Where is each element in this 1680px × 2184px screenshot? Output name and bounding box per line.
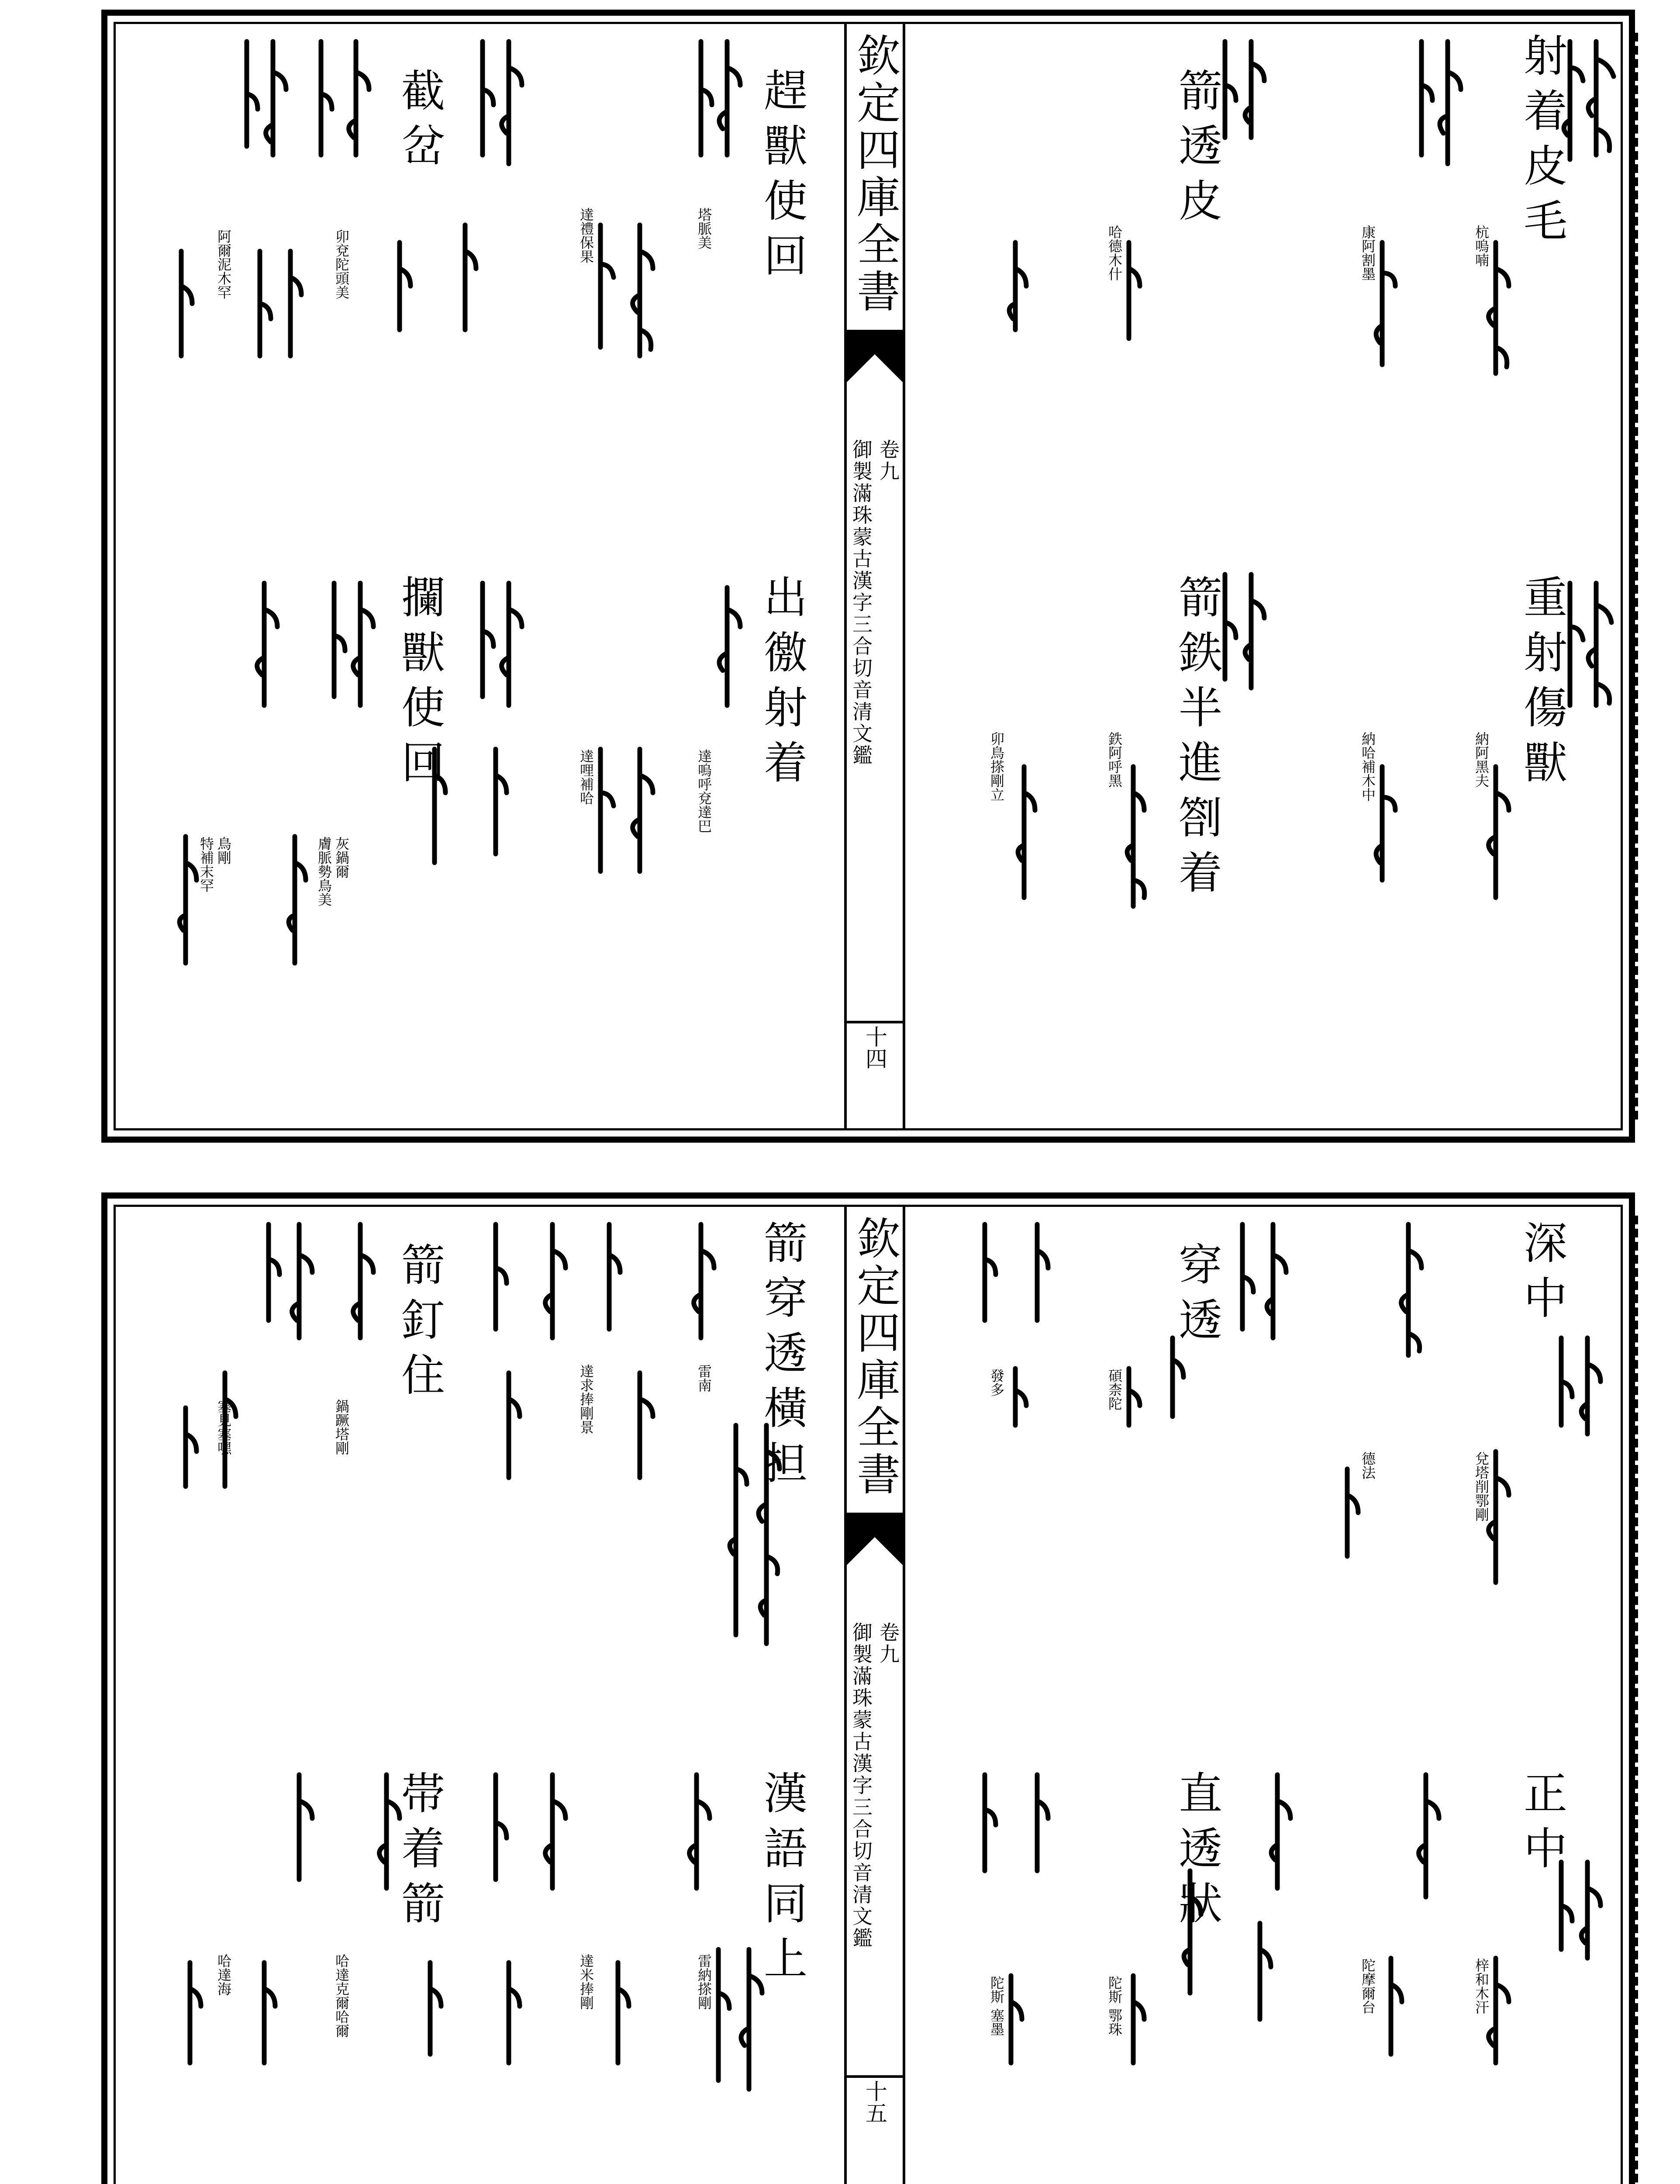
annotation: 達求捧剛景 xyxy=(578,1364,594,1434)
annotation: 鉄阿呼黑 xyxy=(1106,732,1123,788)
annotation: 納哈補木中 xyxy=(1359,732,1376,802)
annotation: 卯鳥搽剛立 xyxy=(988,732,1005,802)
annotation: 康阿割墨 xyxy=(1359,225,1376,281)
annotation: 特補末罕 xyxy=(198,836,214,892)
entry-heading: 射着皮毛 xyxy=(1516,33,1567,253)
entry-heading: 趕獸使回 xyxy=(756,68,807,288)
annotation: 膚脈勢鳥美 xyxy=(316,836,332,906)
annotation: 灰鍋爾 xyxy=(333,836,350,878)
annotation: 陀摩爾台 xyxy=(1359,1958,1376,2014)
lower-page-frame xyxy=(114,1205,1623,2184)
center-subtitle: 御製滿珠蒙古漢字三合切音清文鑑 xyxy=(849,1622,873,1949)
annotation: 雷南 xyxy=(696,1364,712,1392)
entry-heading: 正中 xyxy=(1516,1770,1567,1880)
annotation: 達米捧剛 xyxy=(578,1954,594,2010)
annotation: 梓和木汗 xyxy=(1473,1958,1490,2014)
lower-page xyxy=(101,1192,1635,2184)
center-subtitle: 御製滿珠蒙古漢字三合切音清文鑑 xyxy=(849,439,873,767)
vertical-script-strokes xyxy=(116,24,1631,1138)
annotation: 達禮保果 xyxy=(578,207,594,263)
entry-heading: 出徼射着 xyxy=(756,574,807,795)
annotation: 杭嗚喃 xyxy=(1473,225,1490,267)
entry-heading: 箭穿透橫担 xyxy=(756,1220,807,1495)
book-title: 欽定四庫全書 xyxy=(849,33,900,316)
entry-heading: 攔獸使回 xyxy=(394,574,445,795)
annotation: 塞見塞嘿 xyxy=(215,1399,232,1455)
annotation: 達嗚呼兗達巴 xyxy=(696,749,712,833)
entry-heading: 直透狀 xyxy=(1171,1770,1222,1935)
entry-heading: 截岔 xyxy=(394,68,445,178)
annotation: 陀斯 塞墨 xyxy=(988,1976,1005,2036)
entry-heading: 深中 xyxy=(1516,1220,1567,1330)
annotation: 鍋蹶塔剛 xyxy=(333,1399,350,1455)
entry-heading: 重射傷獸 xyxy=(1516,574,1567,795)
annotation: 哈達海 xyxy=(215,1954,232,1996)
upper-page xyxy=(101,10,1635,1143)
annotation: 兌塔削鄂剛 xyxy=(1473,1451,1490,1521)
volume-label: 卷九 xyxy=(876,1622,900,1666)
annotation: 發多 xyxy=(988,1368,1005,1396)
leaf-number: 十五 xyxy=(862,2080,887,2124)
entry-heading: 帯着箭 xyxy=(394,1770,445,1935)
annotation: 雷納搽剛 xyxy=(696,1954,712,2010)
annotation: 哈達克爾哈爾 xyxy=(333,1954,350,2038)
annotation: 鳥剛 xyxy=(215,836,232,864)
book-title: 欽定四庫全書 xyxy=(849,1216,900,1499)
annotation: 阿爾泥木罕 xyxy=(215,229,232,299)
leaf-number: 十四 xyxy=(862,1026,887,1069)
annotation: 哈德木什 xyxy=(1106,225,1123,281)
entry-heading: 漢語同上 xyxy=(756,1770,807,1990)
annotation: 碩柰陀 xyxy=(1106,1368,1123,1410)
upper-page-frame xyxy=(114,22,1623,1130)
entry-heading: 箭鉄半進劄着 xyxy=(1171,574,1222,905)
annotation: 塔脈美 xyxy=(696,207,712,249)
entry-heading: 箭釘住 xyxy=(394,1242,445,1407)
entry-heading: 箭透皮 xyxy=(1171,68,1222,233)
volume-label: 卷九 xyxy=(876,439,900,483)
annotation: 納阿黑夫 xyxy=(1473,732,1490,788)
entry-heading: 穿透 xyxy=(1171,1242,1222,1352)
dashed-margin-line xyxy=(1634,1216,1638,2184)
annotation: 德法 xyxy=(1359,1451,1376,1479)
annotation: 達哩補哈 xyxy=(578,749,594,805)
annotation: 卯兗陀頭美 xyxy=(333,229,350,299)
vertical-script-strokes xyxy=(116,1207,1631,2184)
dashed-margin-line xyxy=(1634,33,1638,1120)
annotation: 陀斯 鄂珠 xyxy=(1106,1976,1123,2036)
